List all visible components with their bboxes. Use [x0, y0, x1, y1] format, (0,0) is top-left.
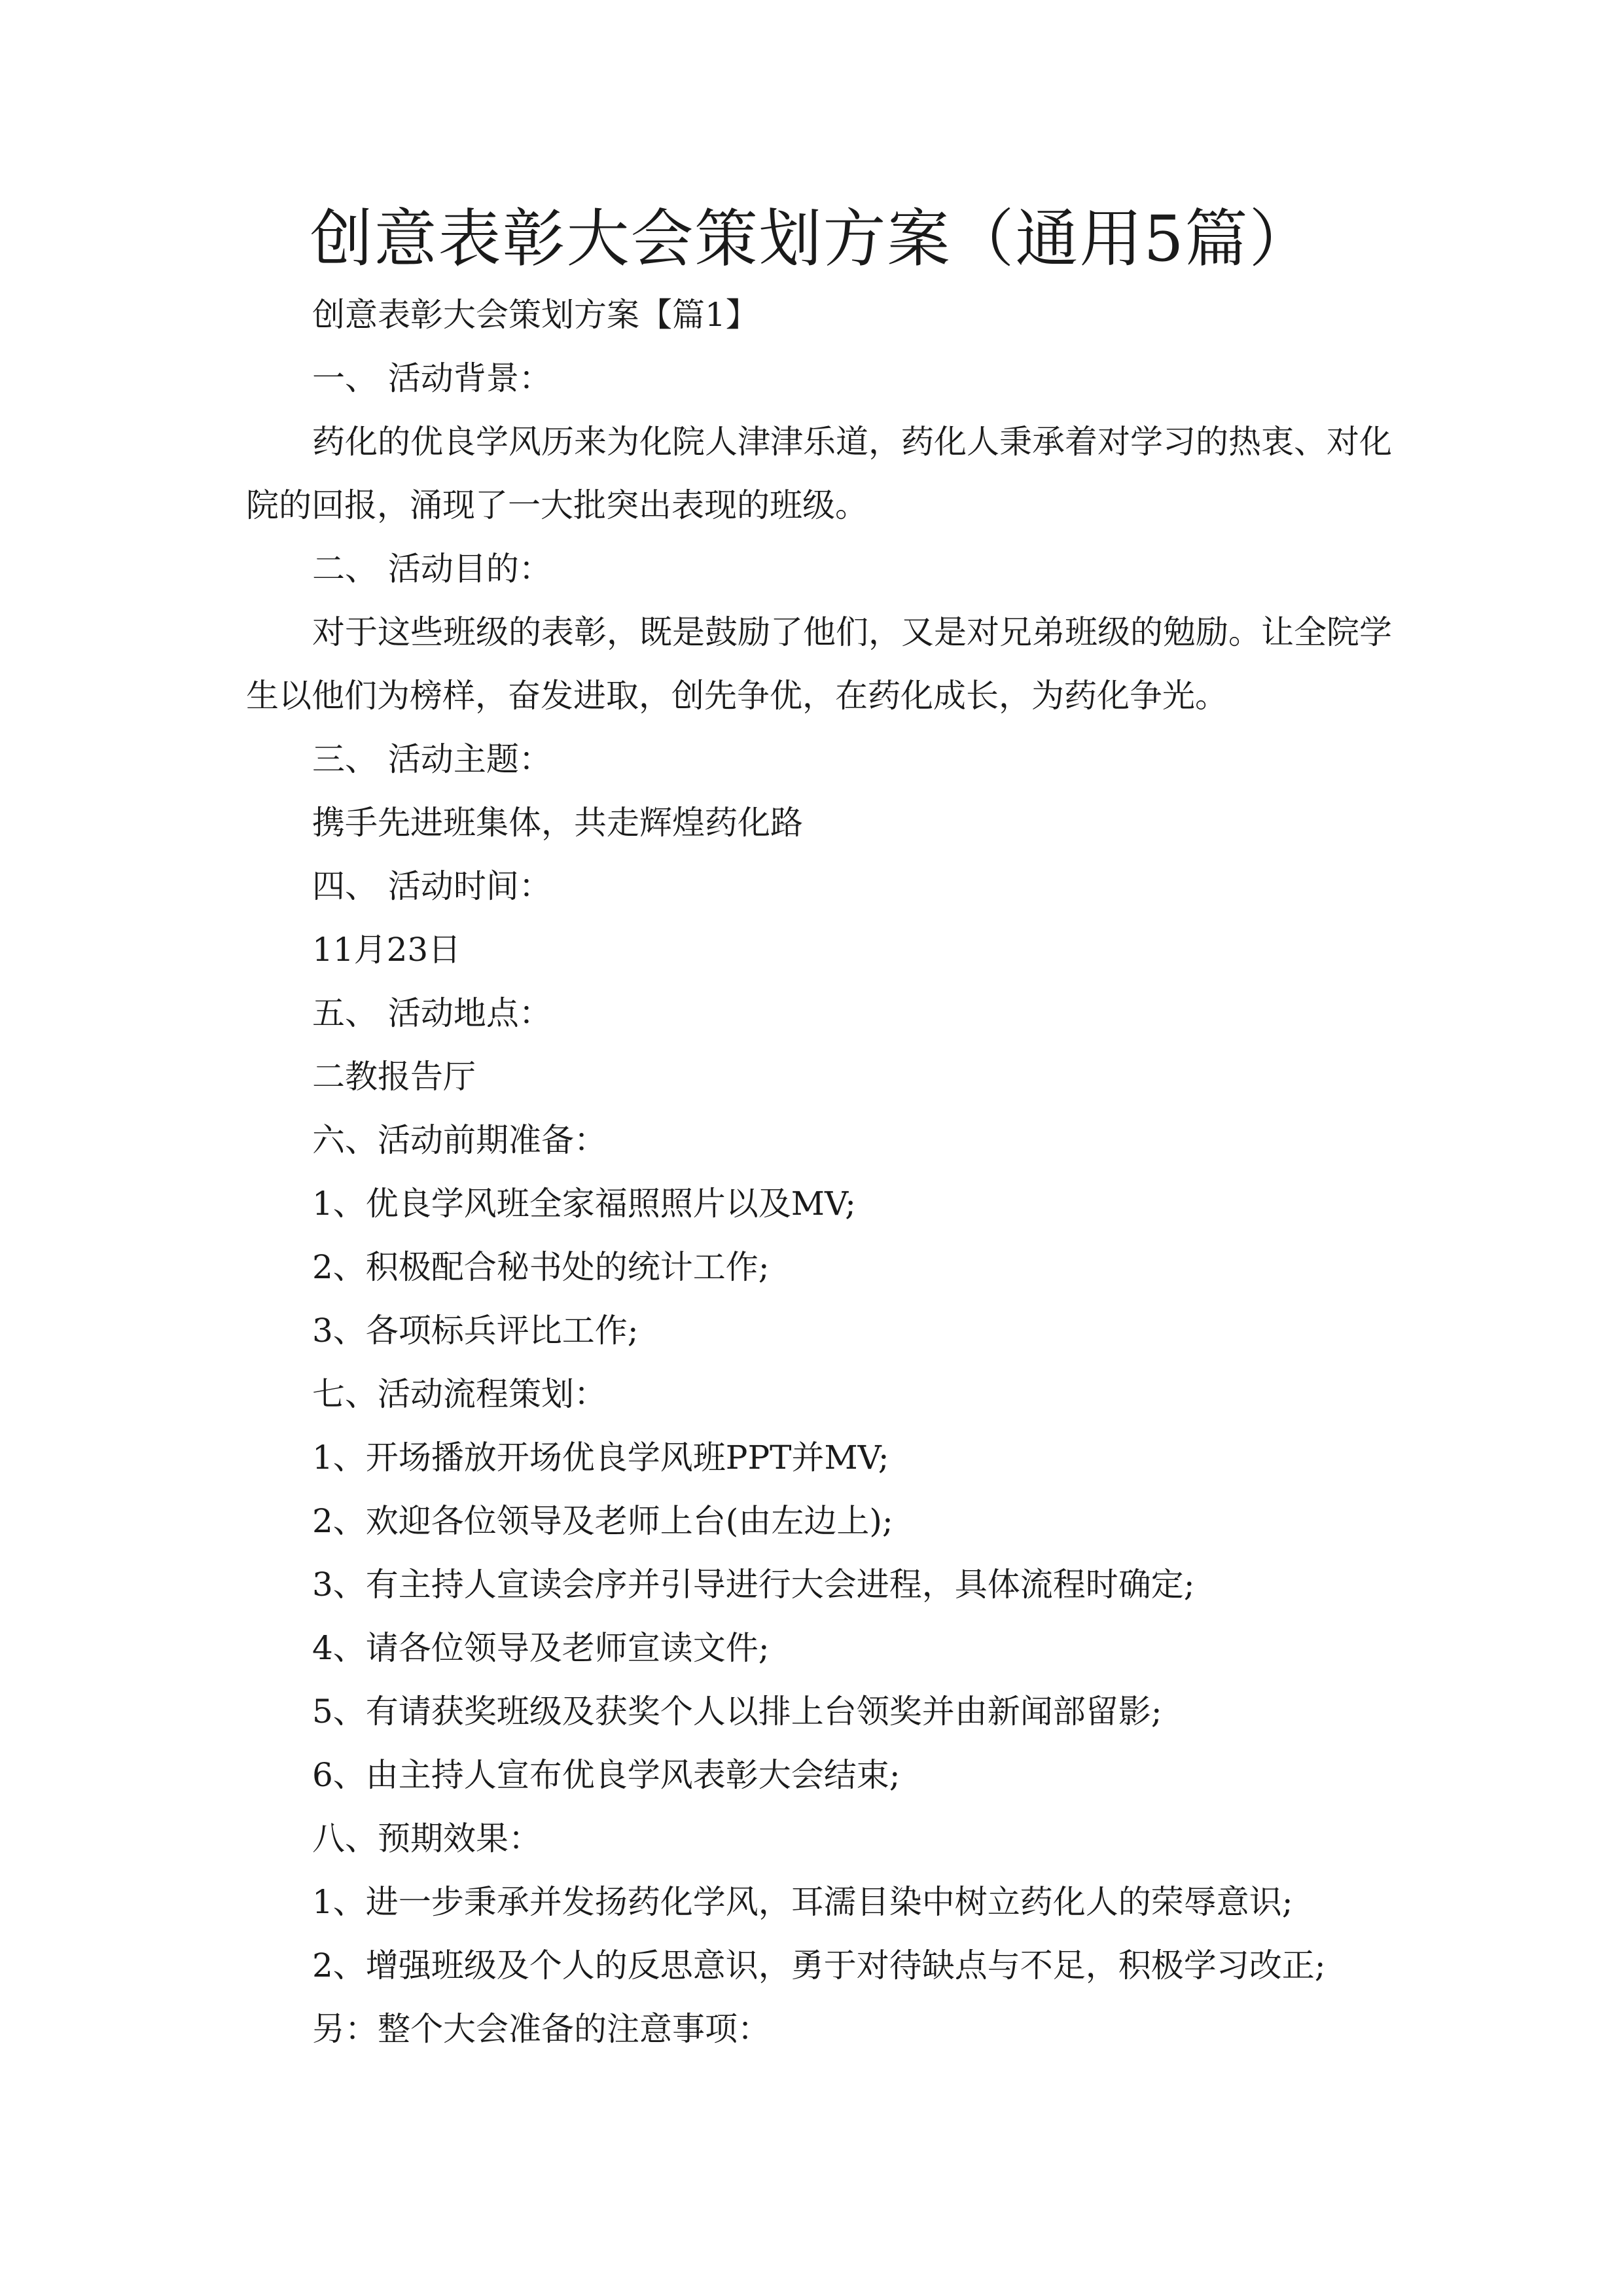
list-item: 1、优良学风班全家福照照片以及MV;	[312, 1185, 856, 1223]
heading-preparation: 六、活动前期准备：	[312, 1121, 607, 1159]
paragraph-line: 生以他们为榜样，奋发进取，创先争优，在药化成长，为药化争光。	[246, 677, 1228, 715]
list-item: 2、积极配合秘书处的统计工作;	[312, 1248, 770, 1286]
heading-location: 五、 活动地点：	[312, 994, 552, 1032]
heading-effects: 八、预期效果：	[312, 1820, 541, 1857]
list-item: 3、各项标兵评比工作;	[312, 1312, 639, 1350]
section-heading: 创意表彰大会策划方案【篇1】	[312, 296, 758, 334]
list-item: 3、有主持人宣读会序并引导进行大会进程，具体流程时确定;	[312, 1566, 1195, 1604]
list-item: 1、开场播放开场优良学风班PPT并MV;	[312, 1439, 889, 1477]
paragraph-line: 二教报告厅	[312, 1058, 476, 1096]
heading-time: 四、 活动时间：	[312, 867, 552, 905]
list-item: 6、由主持人宣布优良学风表彰大会结束;	[312, 1756, 901, 1794]
list-item: 4、请各位领导及老师宣读文件;	[312, 1629, 770, 1667]
paragraph-line: 对于这些班级的表彰，既是鼓励了他们，又是对兄弟班级的勉励。让全院学	[312, 613, 1392, 651]
heading-purpose: 二、 活动目的：	[312, 550, 552, 588]
heading-theme: 三、 活动主题：	[312, 740, 552, 778]
list-item: 1、进一步秉承并发扬药化学风，耳濡目染中树立药化人的荣辱意识;	[312, 1883, 1293, 1921]
heading-process: 七、活动流程策划：	[312, 1375, 607, 1413]
paragraph-line: 药化的优良学风历来为化院人津津乐道，药化人秉承着对学习的热衷、对化	[312, 423, 1392, 461]
list-item: 2、增强班级及个人的反思意识，勇于对待缺点与不足，积极学习改正;	[312, 1946, 1326, 1984]
list-item: 5、有请获奖班级及获奖个人以排上台领奖并由新闻部留影;	[312, 1693, 1162, 1731]
heading-background: 一、 活动背景：	[312, 359, 552, 397]
paragraph-line: 11月23日	[312, 931, 461, 969]
note-line: 另：整个大会准备的注意事项：	[312, 2010, 770, 2048]
paragraph-line: 携手先进班集体，共走辉煌药化路	[312, 804, 803, 842]
document-title: 创意表彰大会策划方案（通用5篇）	[310, 202, 1313, 276]
paragraph-line: 院的回报，涌现了一大批突出表现的班级。	[246, 486, 868, 524]
list-item: 2、欢迎各位领导及老师上台(由左边上);	[312, 1502, 893, 1540]
